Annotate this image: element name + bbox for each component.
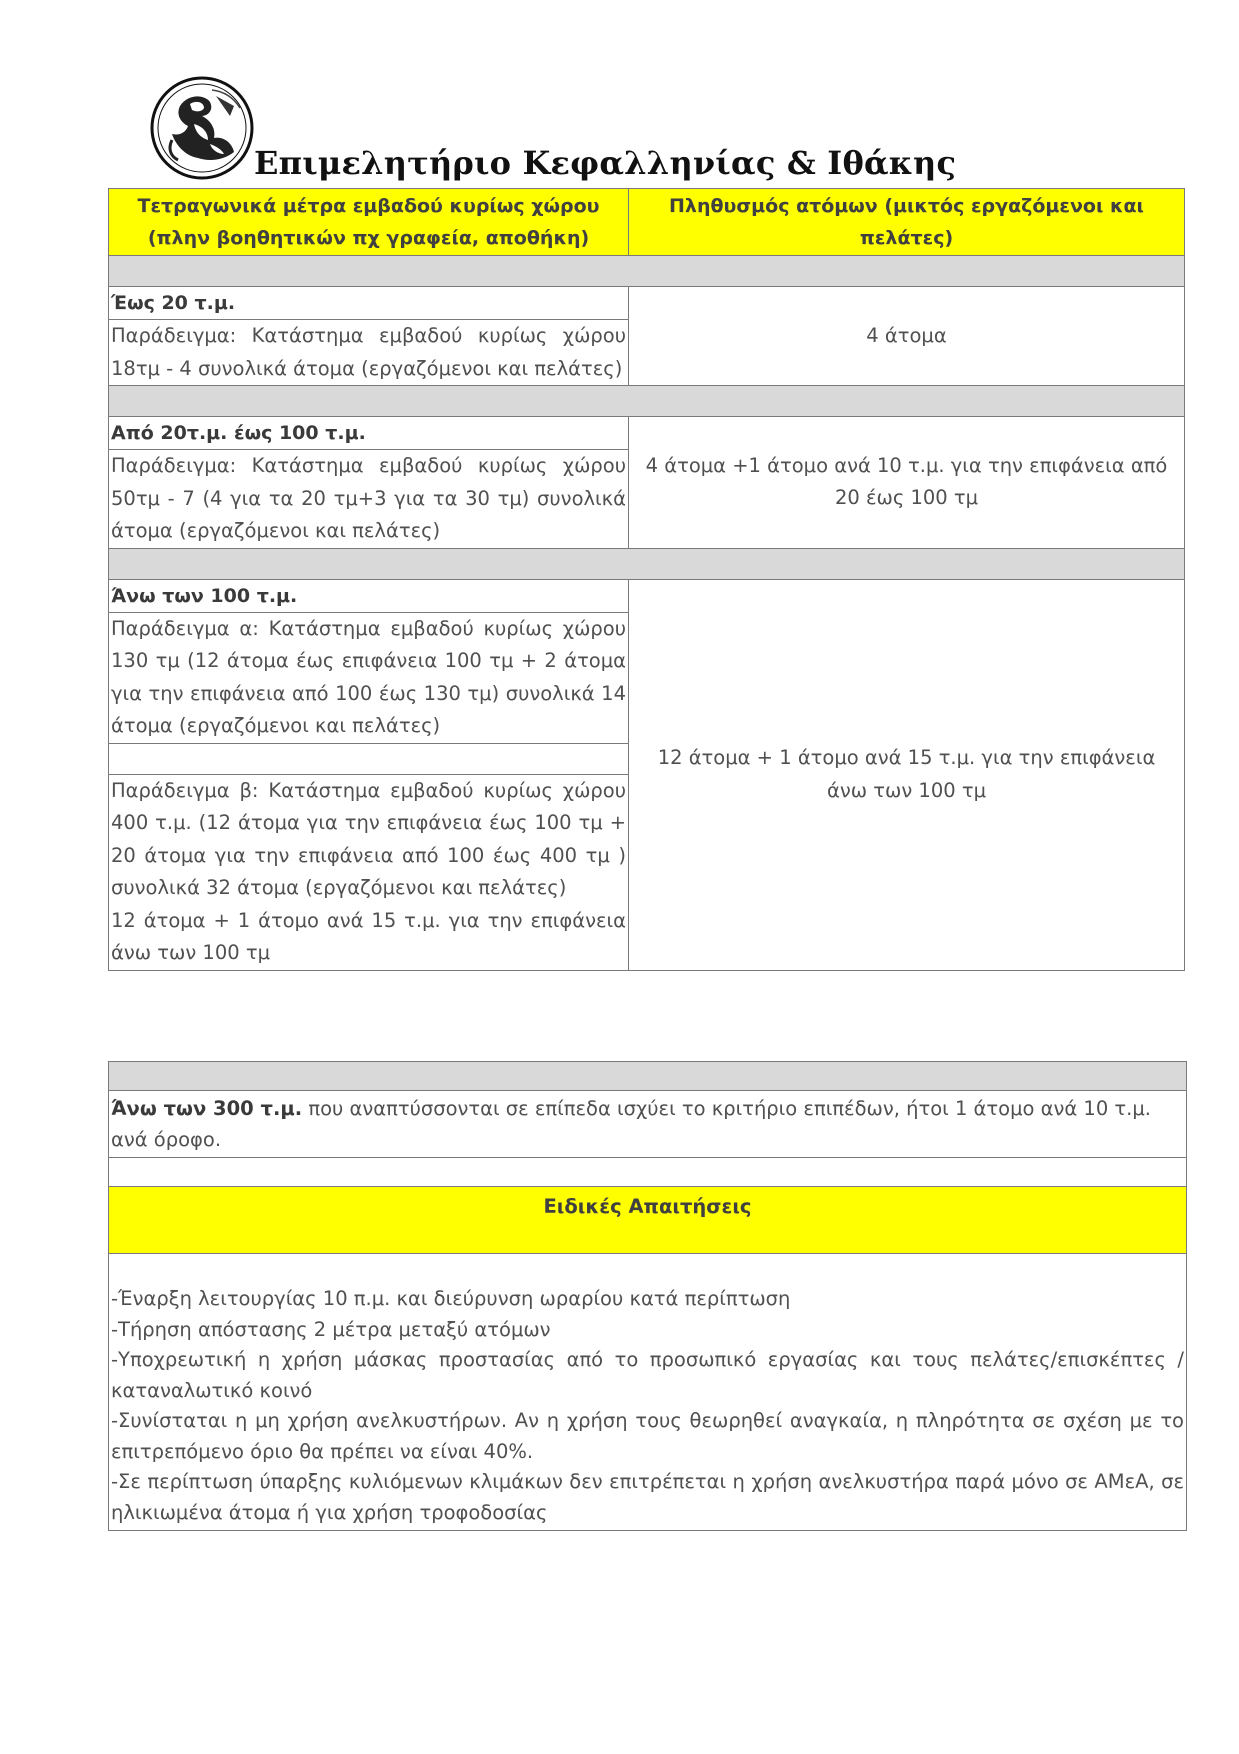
- row-label-up-to-20: Έως 20 τ.μ.: [109, 287, 629, 320]
- requirement-item: -Υποχρεωτική η χρήση μάσκας προστασίας από το προσωπικό εργασίας και τους πελάτες/επισκέπτες /καταναλωτικό κοινό: [111, 1348, 1184, 1402]
- organization-title: Επιμελητήριο Κεφαλληνίας & Ιθάκης: [254, 144, 957, 182]
- over-300-text: που αναπτύσσονται σε επίπεδα ισχύει το κριτήριο επιπέδων, ήτοι 1 άτομο ανά 10 τ.μ. ανά όροφο.: [111, 1097, 1151, 1151]
- row-example-b-over-100: Παράδειγμα β: Κατάστημα εμβαδού κυρίως χώρου 400 τ.μ. (12 άτομα για την επιφάνεια έως 100 τμ + 20 άτομα για την επιφάνεια από 100 έως 400 τμ ) συνολικά 32 άτομα (εργαζόμενοι και πελάτες): [109, 774, 629, 905]
- separator-row: [109, 548, 1185, 579]
- row-example-b-rule: 12 άτομα + 1 άτομο ανά 15 τ.μ. για την επιφάνεια άνω των 100 τμ: [109, 905, 629, 971]
- separator-row: [109, 386, 1185, 417]
- separator-row: [109, 256, 1185, 287]
- special-requirements-header: Ειδικές Απαιτήσεις: [109, 1187, 1187, 1254]
- separator-row: [109, 1062, 1187, 1091]
- requirement-item: -Συνίσταται η μη χρήση ανελκυστήρων. Αν η χρήση τους θεωρηθεί αναγκαία, η πληρότητα σε σχέση με το επιτρεπόμενο όριο θα πρέπει να είναι 40%.: [111, 1409, 1184, 1463]
- row-value-20-to-100: 4 άτομα +1 άτομο ανά 10 τ.μ. για την επιφάνεια από 20 έως 100 τμ: [629, 417, 1185, 549]
- col-header-area: Τετραγωνικά μέτρα εμβαδού κυρίως χώρου (πλην βοηθητικών πχ γραφεία, αποθήκη): [109, 189, 629, 256]
- row-value-up-to-20: 4 άτομα: [629, 287, 1185, 386]
- row-label-over-100: Άνω των 100 τ.μ.: [109, 579, 629, 612]
- additional-rules-table: [108, 1061, 1187, 1531]
- over-300-label: Άνω των 300 τ.μ.: [111, 1097, 303, 1120]
- over-300-rule: [109, 1091, 1187, 1158]
- empty-row: [109, 1158, 1187, 1187]
- row-example-up-to-20: Παράδειγμα: Κατάστημα εμβαδού κυρίως χώρου 18τμ - 4 συνολικά άτομα (εργαζόμενοι και πελάτες): [109, 320, 629, 386]
- row-example-a-over-100: Παράδειγμα α: Κατάστημα εμβαδού κυρίως χώρου 130 τμ (12 άτομα έως επιφάνεια 100 τμ + 2 άτομα για την επιφάνεια από 100 έως 130 τμ) συνολικά 14 άτομα (εργαζόμενοι και πελάτες): [109, 612, 629, 743]
- requirement-item: -Τήρηση απόστασης 2 μέτρα μεταξύ ατόμων: [111, 1317, 551, 1341]
- requirement-item: -Σε περίπτωση ύπαρξης κυλιόμενων κλιμάκων δεν επιτρέπεται η χρήση ανελκυστήρα παρά μόνο σε ΑΜεΑ, σε ηλικιωμένα άτομα ή για χρήση τροφοδοσίας: [111, 1470, 1184, 1524]
- empty-cell: [109, 743, 629, 774]
- requirement-item: -Έναρξη λειτουργίας 10 π.μ. και διεύρυνση ωραρίου κατά περίπτωση: [111, 1287, 791, 1310]
- row-value-over-100: 12 άτομα + 1 άτομο ανά 15 τ.μ. για την επιφάνεια άνω των 100 τμ: [629, 579, 1185, 970]
- row-example-20-to-100: Παράδειγμα: Κατάστημα εμβαδού κυρίως χώρου 50τμ - 7 (4 για τα 20 τμ+3 για τα 30 τμ) συνολικά άτομα (εργαζόμενοι και πελάτες): [109, 450, 629, 549]
- special-requirements-list: [109, 1254, 1187, 1531]
- col-header-population: Πληθυσμός ατόμων (μικτός εργαζόμενοι και πελάτες): [629, 189, 1185, 256]
- occupancy-table: [108, 188, 1185, 971]
- chamber-logo-seal: [150, 76, 254, 180]
- row-label-20-to-100: Από 20τ.μ. έως 100 τ.μ.: [109, 417, 629, 450]
